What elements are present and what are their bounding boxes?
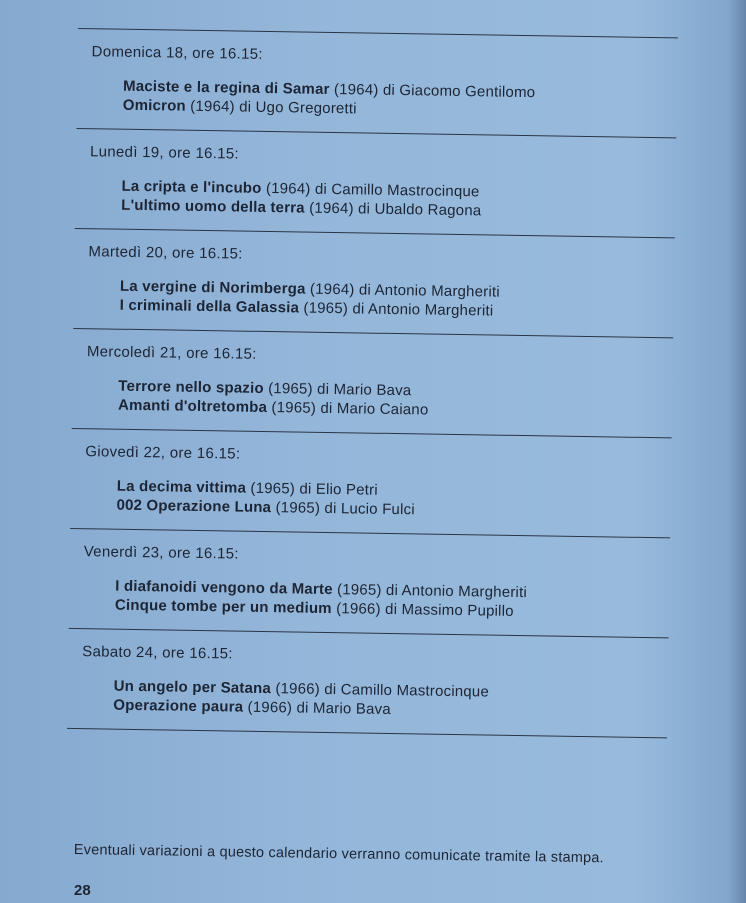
film-list [116, 477, 691, 524]
film-list [123, 77, 698, 124]
film-schedule [67, 28, 698, 739]
day-heading: Martedì 20, ore 16.15: [88, 243, 243, 263]
day-heading: Mercoledì 21, ore 16.15: [86, 343, 257, 363]
film-list [113, 677, 688, 724]
day-block-martedi [73, 229, 694, 338]
film-details: (1966) di Camillo Mastrocinque [275, 680, 490, 701]
film-title: La cripta e l'incubo [121, 177, 262, 197]
film-details: (1966) di Massimo Pupillo [336, 600, 514, 620]
film-title: Omicron [122, 96, 186, 115]
film-title: Maciste e la regina di Samar [122, 77, 330, 98]
day-heading: Domenica 18, ore 16.15: [91, 43, 263, 63]
film-title: I criminali della Galassia [119, 296, 300, 317]
page-number: 28 [74, 882, 91, 899]
film-details: (1965) di Elio Petri [250, 479, 378, 499]
day-block-giovedi [70, 429, 691, 538]
film-details: (1964) di Ugo Gregoretti [190, 97, 357, 118]
film-details: (1964) di Antonio Margheriti [309, 280, 500, 301]
film-title: Cinque tombe per un medium [114, 596, 332, 618]
film-details: (1965) di Mario Caiano [271, 399, 429, 419]
film-title: Operazione paura [113, 696, 244, 716]
day-block-mercoledi [72, 329, 693, 438]
film-list [120, 277, 695, 324]
film-details: (1964) di Camillo Mastrocinque [265, 179, 480, 201]
film-details: (1966) di Mario Bava [247, 698, 391, 718]
day-heading: Lunedì 19, ore 16.15: [89, 143, 240, 163]
day-heading: Giovedì 22, ore 16.15: [85, 443, 241, 463]
footer-note: Eventuali variazioni a questo calendario verranno comunicate tramite la stampa. [73, 842, 604, 867]
film-list [115, 577, 690, 624]
film-title: La vergine di Norimberga [119, 277, 306, 298]
day-block-lunedi [75, 129, 696, 238]
day-block-venerdi [69, 529, 690, 638]
day-heading: Sabato 24, ore 16.15: [82, 643, 233, 663]
page-edge-shadow [728, 0, 746, 903]
film-list [121, 177, 696, 224]
film-details: (1965) di Mario Bava [268, 380, 412, 400]
film-title: Un angelo per Satana [113, 677, 272, 698]
film-details: (1965) di Antonio Margheriti [336, 581, 528, 602]
film-list [118, 377, 693, 424]
film-details: (1965) di Antonio Margheriti [303, 299, 494, 320]
film-details: (1964) di Ubaldo Ragona [309, 199, 482, 220]
day-heading: Venerdì 23, ore 16.15: [83, 543, 239, 563]
film-title: 002 Operazione Luna [116, 496, 272, 517]
day-block-domenica [76, 29, 697, 138]
film-details: (1964) di Giacomo Gentilomo [333, 81, 536, 102]
film-title: La decima vittima [116, 477, 247, 497]
day-block-sabato [67, 629, 688, 738]
film-details: (1965) di Lucio Fulci [275, 499, 415, 519]
film-title: Amanti d'oltretomba [117, 396, 268, 417]
film-title: Terrore nello spazio [118, 377, 264, 397]
film-title: L'ultimo uomo della terra [121, 196, 305, 217]
film-title: I diafanoidi vengono da Marte [115, 577, 333, 599]
